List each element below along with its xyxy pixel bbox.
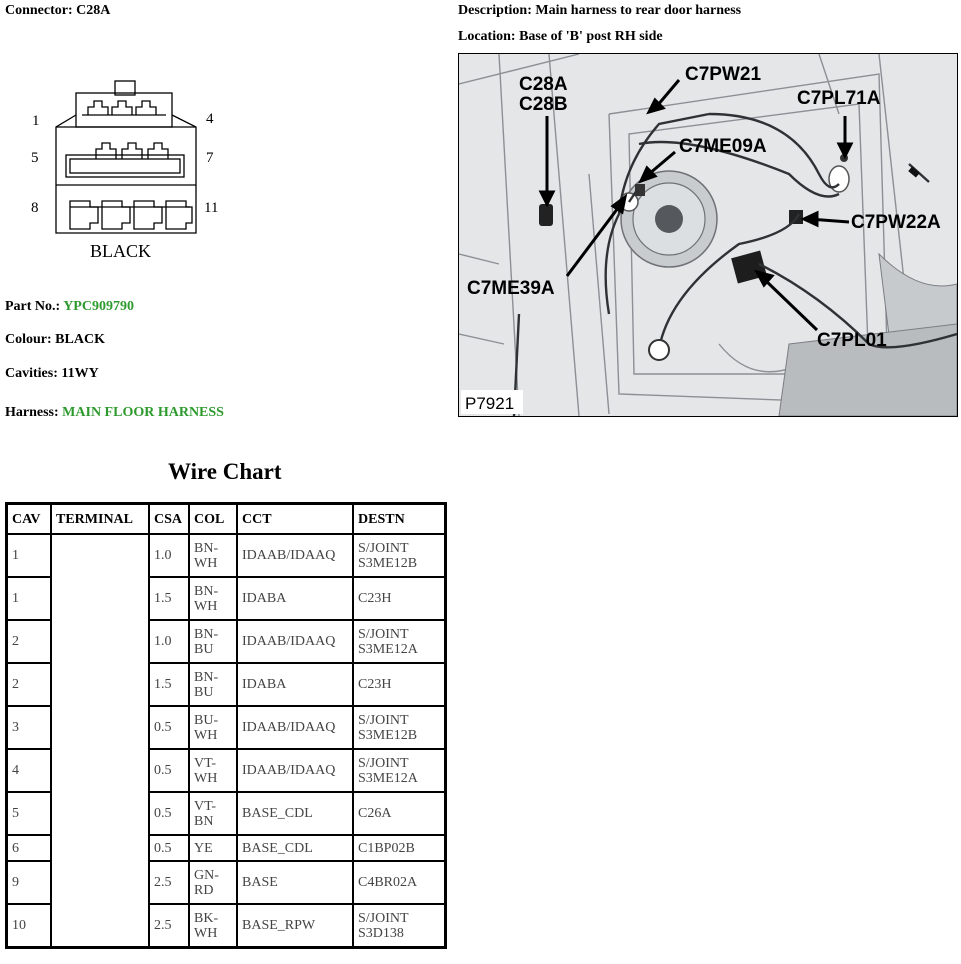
cell-cav: 3 bbox=[7, 706, 52, 749]
cell-destn: S/JOINT S3ME12B bbox=[353, 706, 446, 749]
callout-c7me39a: C7ME39A bbox=[467, 278, 555, 299]
location-heading bbox=[458, 29, 663, 45]
cell-csa: 2.5 bbox=[149, 861, 189, 904]
location-photo bbox=[458, 53, 958, 417]
cell-csa: 1.5 bbox=[149, 663, 189, 706]
cell-cav: 4 bbox=[7, 749, 52, 792]
cell-csa: 1.5 bbox=[149, 577, 189, 620]
cell-csa: 1.0 bbox=[149, 620, 189, 663]
cell-destn: C4BR02A bbox=[353, 861, 446, 904]
connector-value: C28A bbox=[76, 3, 111, 18]
cell-csa: 0.5 bbox=[149, 706, 189, 749]
pin-label-8: 8 bbox=[31, 200, 39, 216]
harness-link[interactable]: MAIN FLOOR HARNESS bbox=[62, 405, 224, 420]
cell-cct: IDABA bbox=[237, 577, 353, 620]
colour-info bbox=[5, 332, 105, 348]
door-panel-illustration bbox=[459, 54, 957, 416]
cell-destn: S/JOINT S3D138 bbox=[353, 904, 446, 948]
pin-label-1: 1 bbox=[32, 113, 40, 129]
wire-chart-header-row bbox=[7, 504, 446, 535]
location-label: Location: bbox=[458, 29, 516, 44]
harness-info bbox=[5, 405, 224, 421]
cell-cav: 1 bbox=[7, 577, 52, 620]
part-number-link[interactable]: YPC909790 bbox=[63, 299, 134, 314]
cell-destn: C23H bbox=[353, 577, 446, 620]
cell-cav: 5 bbox=[7, 792, 52, 835]
callout-c7pw21: C7PW21 bbox=[685, 64, 762, 85]
callout-c7me09a: C7ME09A bbox=[679, 136, 767, 157]
callout-c7pw22a: C7PW22A bbox=[851, 212, 941, 233]
part-number-label: Part No.: bbox=[5, 299, 61, 314]
connector-diagram bbox=[30, 75, 230, 265]
cell-destn: C1BP02B bbox=[353, 835, 446, 861]
cell-destn: S/JOINT S3ME12A bbox=[353, 620, 446, 663]
cell-csa: 0.5 bbox=[149, 792, 189, 835]
cell-cav: 10 bbox=[7, 904, 52, 948]
cell-destn: S/JOINT S3ME12B bbox=[353, 534, 446, 577]
cell-cav: 6 bbox=[7, 835, 52, 861]
col-header-cav: CAV bbox=[7, 504, 52, 535]
cell-cct: IDAAB/IDAAQ bbox=[237, 706, 353, 749]
col-header-destn: DESTN bbox=[353, 504, 446, 535]
cell-terminal bbox=[51, 534, 149, 948]
cell-cav: 2 bbox=[7, 663, 52, 706]
callout-c28b: C28B bbox=[519, 94, 568, 115]
cell-destn: S/JOINT S3ME12A bbox=[353, 749, 446, 792]
connector-face-drawing bbox=[30, 75, 230, 265]
cell-cav: 9 bbox=[7, 861, 52, 904]
cavities-info bbox=[5, 366, 99, 382]
cell-col: GN-RD bbox=[189, 861, 237, 904]
colour-label: Colour: bbox=[5, 332, 52, 347]
connector-heading bbox=[5, 3, 110, 19]
cell-cav: 2 bbox=[7, 620, 52, 663]
cell-destn: C23H bbox=[353, 663, 446, 706]
wire-chart-title: Wire Chart bbox=[168, 459, 282, 484]
cell-col: BN-BU bbox=[189, 663, 237, 706]
pin-label-7: 7 bbox=[206, 150, 214, 166]
pin-label-4: 4 bbox=[206, 111, 214, 127]
pin-label-11: 11 bbox=[204, 200, 219, 216]
c28-connector-shape bbox=[539, 204, 553, 226]
location-value: Base of 'B' post RH side bbox=[519, 29, 663, 44]
callout-c28a: C28A bbox=[519, 74, 568, 95]
cell-destn: C26A bbox=[353, 792, 446, 835]
description-value: Main harness to rear door harness bbox=[535, 3, 742, 18]
cell-cct: BASE_RPW bbox=[237, 904, 353, 948]
pin-label-5: 5 bbox=[31, 150, 39, 166]
cell-csa: 0.5 bbox=[149, 749, 189, 792]
cell-col: VT-WH bbox=[189, 749, 237, 792]
cell-cct: BASE_CDL bbox=[237, 792, 353, 835]
cell-csa: 1.0 bbox=[149, 534, 189, 577]
cell-col: YE bbox=[189, 835, 237, 861]
cell-cct: IDAAB/IDAAQ bbox=[237, 620, 353, 663]
cell-col: VT-BN bbox=[189, 792, 237, 835]
col-header-col: COL bbox=[189, 504, 237, 535]
col-header-csa: CSA bbox=[149, 504, 189, 535]
cell-cct: BASE_CDL bbox=[237, 835, 353, 861]
cell-csa: 0.5 bbox=[149, 835, 189, 861]
cell-col: BN-WH bbox=[189, 577, 237, 620]
figure-id: P7921 bbox=[465, 394, 515, 413]
cavities-value: 11WY bbox=[61, 366, 99, 381]
cell-col: BN-BU bbox=[189, 620, 237, 663]
cell-col: BU-WH bbox=[189, 706, 237, 749]
callout-c7pl01: C7PL01 bbox=[817, 330, 887, 351]
cell-cct: IDAAB/IDAAQ bbox=[237, 534, 353, 577]
connector-label: Connector: bbox=[5, 3, 73, 18]
harness-label: Harness: bbox=[5, 405, 59, 420]
cell-col: BK-WH bbox=[189, 904, 237, 948]
cell-cct: IDAAB/IDAAQ bbox=[237, 749, 353, 792]
description-label: Description: bbox=[458, 3, 532, 18]
description-heading bbox=[458, 3, 741, 19]
cell-cav: 1 bbox=[7, 534, 52, 577]
table-row bbox=[7, 534, 446, 577]
cell-col: BN-WH bbox=[189, 534, 237, 577]
connector-color-caption: BLACK bbox=[90, 241, 152, 261]
col-header-terminal: TERMINAL bbox=[51, 504, 149, 535]
callout-c7pl71a: C7PL71A bbox=[797, 88, 881, 109]
cell-csa: 2.5 bbox=[149, 904, 189, 948]
wire-chart-table bbox=[5, 502, 447, 949]
colour-value: BLACK bbox=[55, 332, 105, 347]
cell-cct: IDABA bbox=[237, 663, 353, 706]
col-header-cct: CCT bbox=[237, 504, 353, 535]
cell-cct: BASE bbox=[237, 861, 353, 904]
part-number bbox=[5, 299, 134, 315]
cavities-label: Cavities: bbox=[5, 366, 58, 381]
